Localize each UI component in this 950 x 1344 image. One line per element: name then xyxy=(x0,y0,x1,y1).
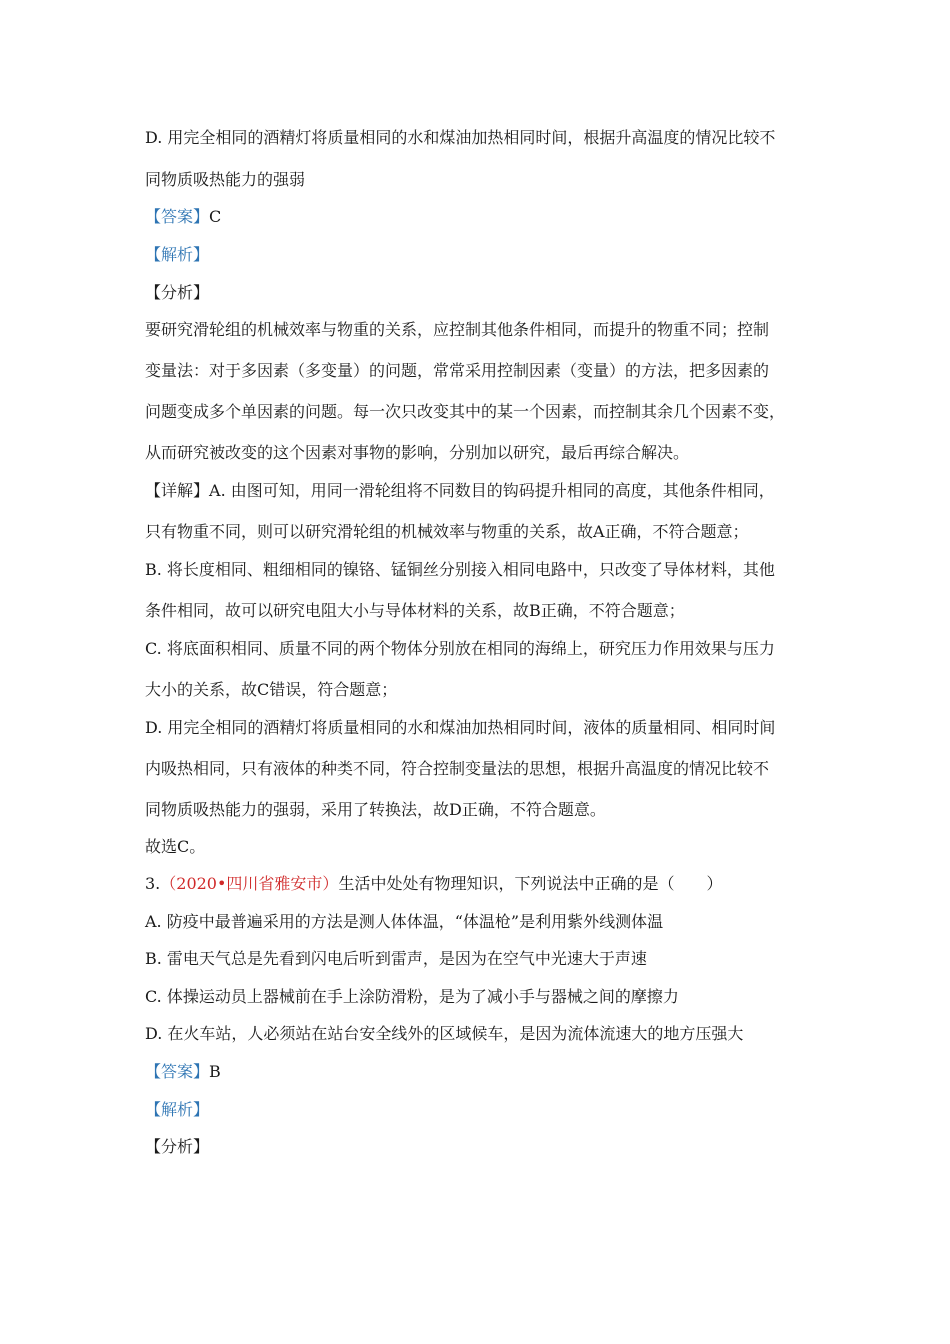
q3-option-a: A. 防疫中最普遍采用的方法是测人体体温，“体温枪”是利用紫外线测体温 xyxy=(145,912,664,931)
answer-value: B xyxy=(209,1062,221,1081)
detail-line: 大小的关系，故C错误，符合题意； xyxy=(145,680,398,699)
answer-value: C xyxy=(209,207,222,226)
q2-answer xyxy=(145,207,221,227)
q3-source: （2020•四川省雅安市） xyxy=(160,874,339,893)
detail-line: 同物质吸热能力的强弱，采用了转换法，故D正确，不符合题意。 xyxy=(145,800,606,819)
detail-line: B. 将长度相同、粗细相同的镍铬、锰铜丝分别接入相同电路中，只改变了导体材料，其他 xyxy=(145,560,775,579)
q2-detail-first xyxy=(145,481,775,501)
q3-jiexi-label: 【解析】 xyxy=(145,1100,210,1119)
detail-line: 内吸热相同，只有液体的种类不同，符合控制变量法的思想，根据升高温度的情况比较不 xyxy=(145,759,770,778)
q3-stem xyxy=(145,874,722,894)
answer-label: 【答案】 xyxy=(145,1062,210,1081)
q2-option-d-line2: 同物质吸热能力的强弱 xyxy=(145,170,306,189)
q2-option-d-line1: D. 用完全相同的酒精灯将质量相同的水和煤油加热相同时间，根据升高温度的情况比较不 xyxy=(145,128,776,147)
q3-option-b: B. 雷电天气总是先看到闪电后听到雷声，是因为在空气中光速大于声速 xyxy=(145,949,647,968)
q2-conclusion: 故选C。 xyxy=(145,837,206,856)
q3-option-c: C. 体操运动员上器械前在手上涂防滑粉，是为了减小手与器械之间的摩擦力 xyxy=(145,987,679,1006)
q3-number: 3. xyxy=(145,874,161,893)
detail-line: 条件相同，故可以研究电阻大小与导体材料的关系，故B正确，不符合题意； xyxy=(145,601,685,620)
detail-text: A. 由图可知，用同一滑轮组将不同数目的钩码提升相同的高度，其他条件相同， xyxy=(209,481,775,500)
answer-label: 【答案】 xyxy=(145,207,210,226)
analysis-line: 变量法：对于多因素（多变量）的问题，常常采用控制因素（变量）的方法，把多因素的 xyxy=(145,361,770,380)
analysis-line: 从而研究被改变的这个因素对事物的影响，分别加以研究，最后再综合解决。 xyxy=(145,443,690,462)
q3-fenxi-label: 【分析】 xyxy=(145,1137,210,1156)
q2-jiexi-label: 【解析】 xyxy=(145,245,210,264)
q3-answer xyxy=(145,1062,221,1082)
analysis-line: 问题变成多个单因素的问题。每一次只改变其中的某一个因素，而控制其余几个因素不变， xyxy=(145,402,786,421)
detail-label: 【详解】 xyxy=(145,481,210,500)
detail-line: D. 用完全相同的酒精灯将质量相同的水和煤油加热相同时间，液体的质量相同、相同时间 xyxy=(145,718,776,737)
detail-line: C. 将底面积相同、质量不同的两个物体分别放在相同的海绵上，研究压力作用效果与压力 xyxy=(145,639,775,658)
q2-fenxi-label: 【分析】 xyxy=(145,283,210,302)
q3-option-d: D. 在火车站，人必须站在站台安全线外的区域候车，是因为流体流速大的地方压强大 xyxy=(145,1024,744,1043)
q3-stem-text: 生活中处处有物理知识，下列说法中正确的是（ ） xyxy=(338,874,723,893)
detail-line: 只有物重不同，则可以研究滑轮组的机械效率与物重的关系，故A正确，不符合题意； xyxy=(145,522,749,541)
analysis-line: 要研究滑轮组的机械效率与物重的关系，应控制其他条件相同，而提升的物重不同；控制 xyxy=(145,320,770,339)
